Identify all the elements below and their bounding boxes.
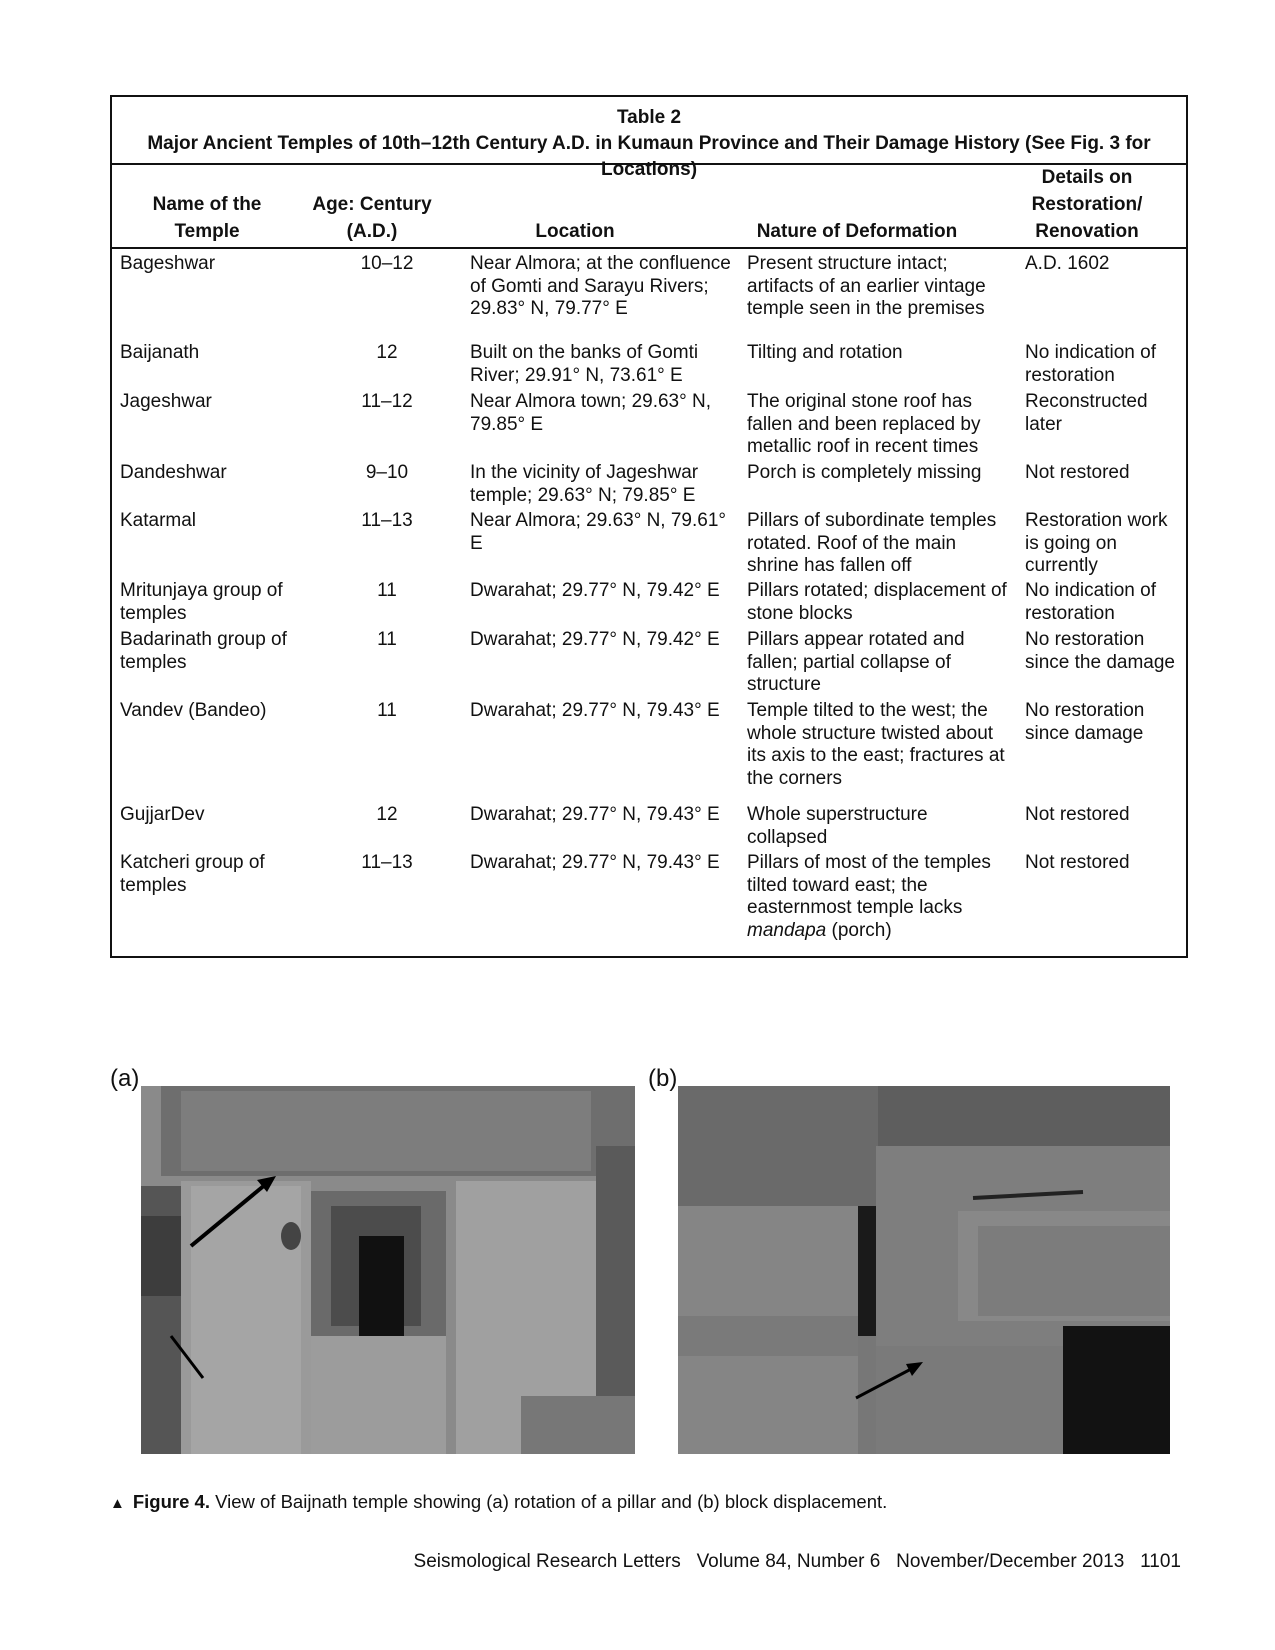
table-title: Major Ancient Temples of 10th–12th Century A.D. in Kumaun Province and Their Damage History (See Fig. 3 for Locations) bbox=[147, 133, 1151, 180]
journal-volume: Volume 84, Number 6 bbox=[696, 1551, 881, 1572]
page-footer bbox=[414, 1550, 1181, 1574]
header-name: Name of the Temple bbox=[152, 194, 262, 242]
header-location: Location bbox=[535, 221, 615, 242]
panel-b-label: (b) bbox=[648, 1065, 678, 1092]
header-age: Age: Century (A.D.) bbox=[312, 194, 432, 242]
journal-name: Seismological Research Letters bbox=[413, 1551, 681, 1572]
journal-date: November/December 2013 bbox=[896, 1551, 1125, 1572]
triangle-icon: ▲ bbox=[110, 1495, 125, 1512]
page-number: 1101 bbox=[1140, 1551, 1181, 1572]
data-table: Table 2 Major Ancient Temples of 10th–12th Century A.D. in Kumaun Province and Their Damage History (See Fig. 3 for Locations) Name of the Temple Age: Century (A.D.) Location Nature of Deformation Details on Restoration/ Renovation Bageshwar 10–12 Near Almora; at the confluence of Gomti and Sarayu Rivers; 29.83° N, 79.77° E Present structure intact; artifacts of an earlier vintage temple seen in the premises A.D. 1602 Baijanath 12 Built on the banks of Gomti River; 29.91° N, 73.61° E Tilting and rotation No indication of restoration Jageshwar 11–12 Near Almora town; 29.63° N, 79.85° E The original stone roof has fallen and been replaced by metallic roof in recent times Reconstructed later Dandeshwar 9–10 In the vicinity of Jageshwar temple; 29.63° N; 79.85° E Porch is completely missing Not restored Katarmal 11–13 Near Almora; 29.63° N, 79.61° E Pillars of subordinate temples rotated. Roof of the main shrine has fallen off Restoration work is going on currently Mritunjaya group of temples 11 Dwarahat; 29.77° N, 79.42° E Pillars rotated; displacement of stone blocks No indication of restoration Badarinath group of temples 11 Dwarahat; 29.77° N, 79.42° E Pillars appear rotated and fallen; partial collapse of structure No restoration since the damage Vandev (Bandeo) 11 Dwarahat; 29.77° N, 79.43° E Temple tilted to the west; the whole structure twisted about its axis to the east; fractures at the corners No restoration since damage GujjarDev 12 Dwarahat; 29.77° N, 79.43° E Whole superstructure collapsed Not restored Katcheri group of temples 11–13 Dwarahat; 29.77° N, 79.43° E Pillars of most of the temples tilted toward east; the easternmost temple lacks mandapa (porch) Not restored bbox=[110, 95, 1188, 958]
table-label: Table 2 bbox=[616, 107, 682, 128]
photo-panel-a bbox=[141, 1086, 635, 1454]
header-rule bbox=[112, 247, 1186, 249]
photo-panel-b bbox=[678, 1086, 1170, 1454]
figure-caption bbox=[110, 1490, 887, 1516]
header-restoration: Details on Restoration/ Renovation bbox=[1031, 167, 1143, 242]
figure-caption-text: View of Baijnath temple showing (a) rotation of a pillar and (b) block displacement. bbox=[209, 1491, 888, 1512]
panel-a-label: (a) bbox=[110, 1065, 140, 1092]
figure-label: Figure 4. bbox=[132, 1491, 210, 1512]
header-deformation: Nature of Deformation bbox=[756, 221, 958, 242]
deformation-cell: Pillars of most of the temples tilted toward east; the easternmost temple lacks mandapa (porch) bbox=[747, 852, 991, 941]
